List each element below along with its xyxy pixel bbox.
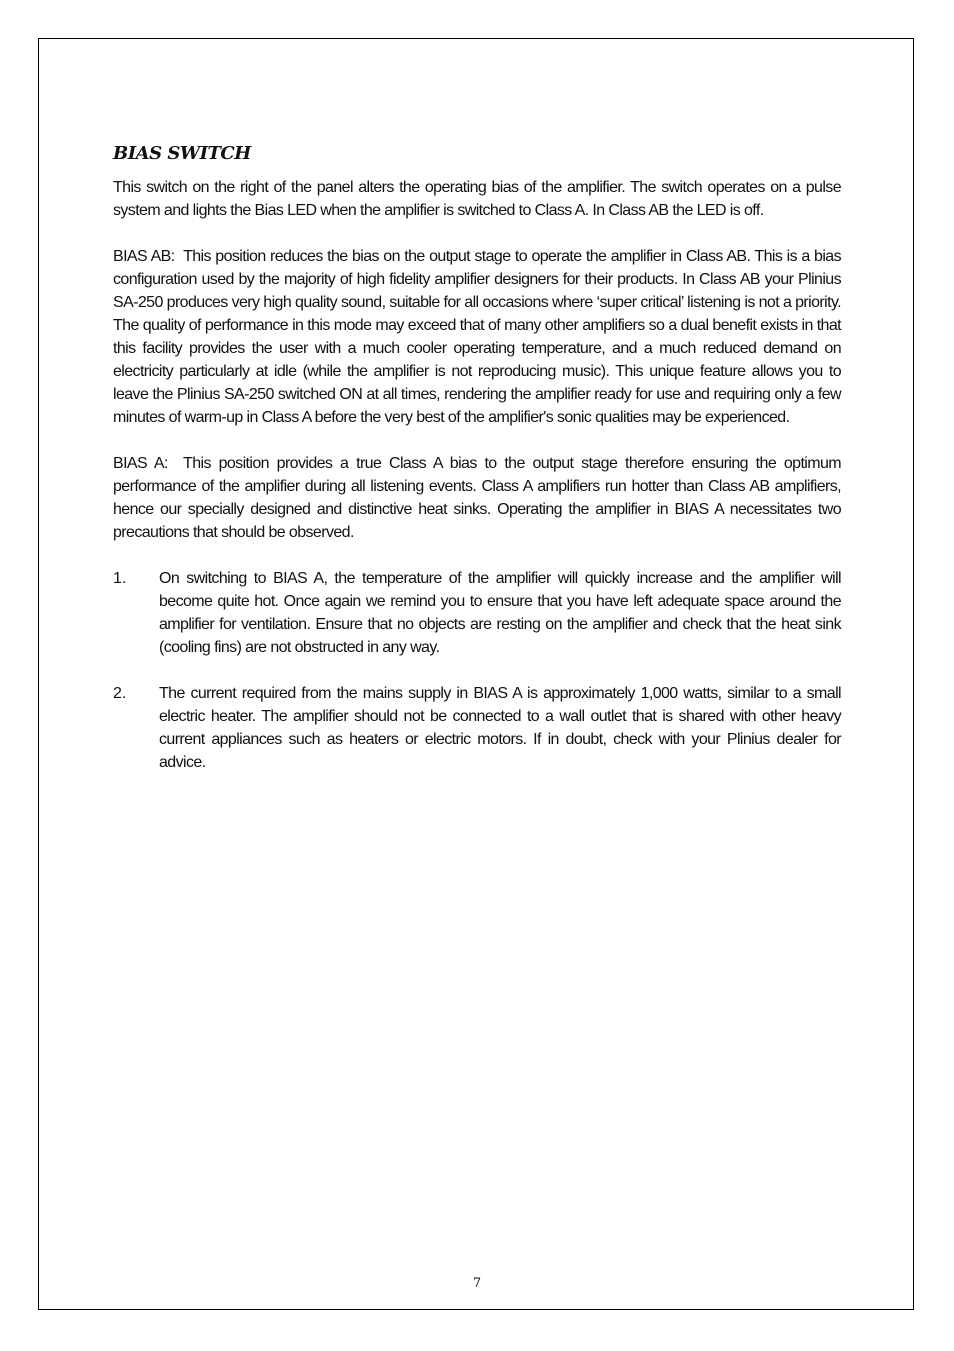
section-heading: BIAS SWITCH xyxy=(113,143,251,164)
precaution-number: 1. xyxy=(113,570,127,587)
precaution-item xyxy=(113,567,841,659)
bias-ab-paragraph xyxy=(113,245,841,429)
bias-a-term: BIAS A: xyxy=(113,455,168,472)
precaution-text: On switching to BIAS A, the temperature of the amplifier will quickly increase and the amplifier will become quite hot. Once again we remind you to ensure that you have left adequate space around the amplifier for ventilation. Ensure that no objects are resting on the amplifier and check that the heat sink (cooling fins) are not obstructed in any way. xyxy=(159,570,841,656)
bias-a-paragraph xyxy=(113,452,841,544)
precaution-text: The current required from the mains supply in BIAS A is approximately 1,000 watts, similar to a small electric heater. The amplifier should not be connected to a wall outlet that is shared with other heavy current appliances such as heaters or electric motors. If in doubt, check with your Plinius dealer for advice. xyxy=(159,685,841,771)
bias-ab-text: This position reduces the bias on the output stage to operate the amplifier in Class AB. This is a bias configuration used by the majority of high fidelity amplifier designers for their products. In Class AB your Plinius SA-250 produces very high quality sound, suitable for all occasions where ‘super critical’ listening is not a priority. The quality of performance in this mode may exceed that of many other amplifiers so a dual benefit exists in that this facility provides the user with a much cooler operating temperature, and a much reduced demand on electricity particularly at idle (while the amplifier is not reproducing music). This unique feature allows you to leave the Plinius SA-250 switched ON at all times, rendering the amplifier ready for use and requiring only a few minutes of warm-up in Class A before the very best of the amplifier's sonic qualities may be experienced. xyxy=(113,248,842,426)
precaution-number: 2. xyxy=(113,685,127,702)
precaution-item xyxy=(113,682,841,774)
intro-paragraph: This switch on the right of the panel alters the operating bias of the amplifier. The switch operates on a pulse system and lights the Bias LED when the amplifier is switched to Class A. In Class AB the LED is off. xyxy=(113,179,841,219)
page-number: 7 xyxy=(472,1276,482,1291)
bias-ab-term: BIAS AB: xyxy=(113,248,175,265)
bias-a-text: This position provides a true Class A bias to the output stage therefore ensuring the optimum performance of the amplifier during all listening events. Class A amplifiers run hotter than Class AB amplifiers, hence our specially designed and distinctive heat sinks. Operating the amplifier in BIAS A necessitates two precautions that should be observed. xyxy=(113,455,841,541)
document-body xyxy=(113,142,841,797)
